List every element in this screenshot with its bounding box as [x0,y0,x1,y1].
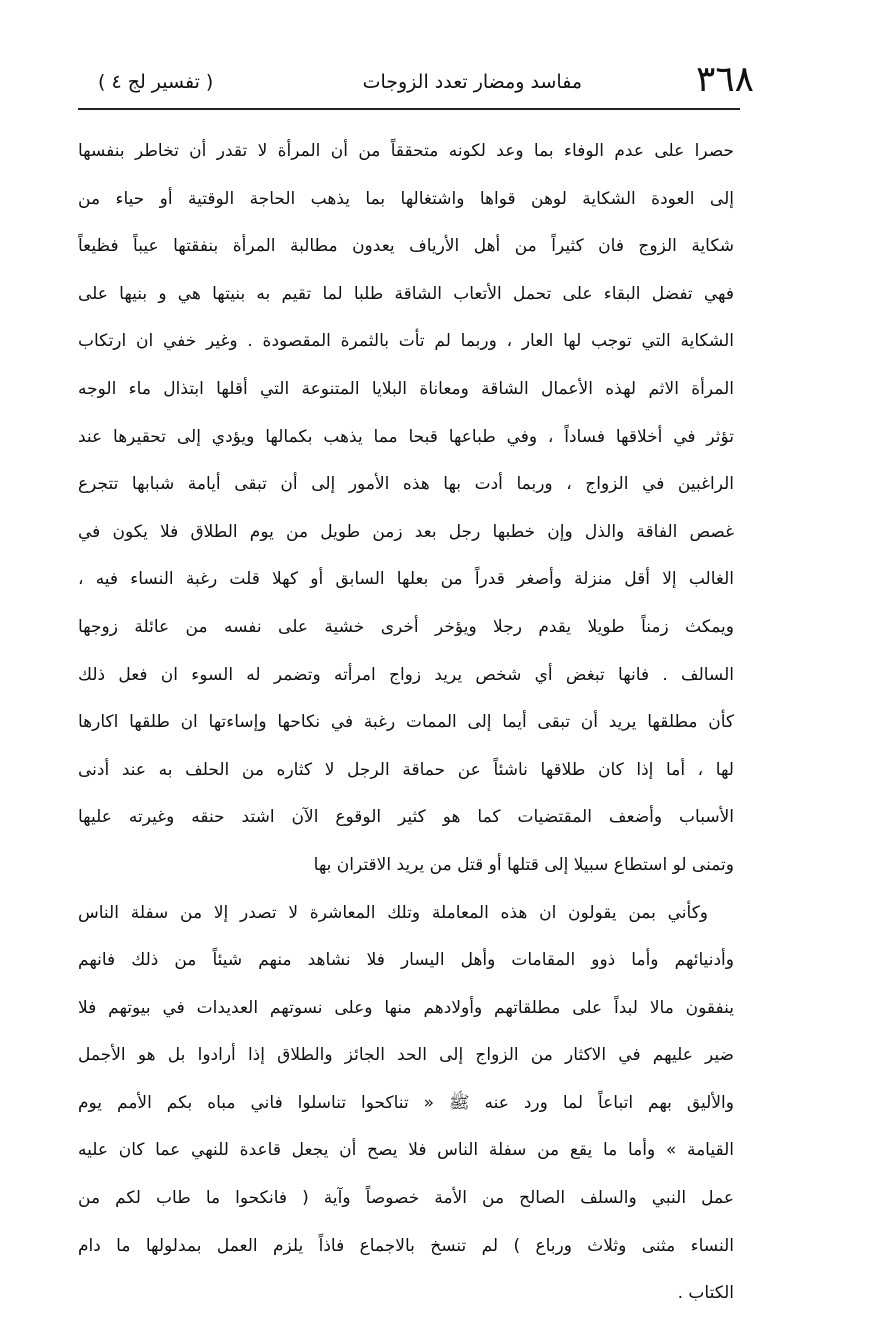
page-header [78,58,754,104]
text-line: شكاية الزوج فان كثيراً من أهل الأرياف يعدون مطالبة المرأة بنفقتها عيباً فظيعاً [78,236,734,257]
text-line: المرأة الاثم لهذه الأعمال الشاقة ومعاناة البلايا المتنوعة التي أقلها ابتذال ماء الوجه [78,378,734,399]
text-line: وكأني بمن يقولون ان هذه المعاملة وتلك المعاشرة لا تصدر إلا من سفلة الناس [78,902,708,923]
text-line: الغالب إلا أقل منزلة وأصغر قدراً من بعلها السابق أو كهلا قلت رغبة النساء فيه ، [78,569,734,590]
text-line: غصص الفاقة والذل وإن خطبها رجل بعد زمن طويل من يوم الطلاق فلا يكون في [78,521,734,542]
text-line: لها ، أما إذا كان طلاقها ناشئاً عن حماقة الرجل لا كثاره من الحلف به عند أدنى [78,759,734,780]
header-divider [78,108,740,110]
book-reference: ( تفسير لج ٤ ) [98,71,214,93]
text-line: ويمكث زمناً طويلا يقدم رجلا ويؤخر أخرى خشية على نفسه من عائلة زوجها [78,616,734,637]
text-line: حصرا على عدم الوفاء بما وعد لكونه متحققاً من أن المرأة لا تقدر أن تخاطر بنفسها [78,141,734,161]
text-line: والأليق بهم اتباعاً لما ورد عنه ﷺ « تناكحوا تناسلوا فاني مباه بكم الأمم يوم [78,1092,734,1113]
text-line: النساء مثنى وثلاث ورباع ) لم تنسخ بالاجماع فاذاً يلزم العمل بمدلولها ما دام [78,1235,734,1256]
text-line: ينفقون مالا لبداً على مطلقاتهم وأولادهم منها وعلى نسوتهم العديدات في بيوتهم فلا [78,997,734,1018]
text-line: الراغبين في الزواج ، وربما أدت بها هذه الأمور إلى أن تبقى أيامة شبابها تتجرع [78,474,734,495]
text-line: عمل النبي والسلف الصالح من الأمة خصوصاً وآية ( فانكحوا ما طاب لكم من [78,1188,734,1209]
body-text [78,128,734,1318]
page-number: ٣٦٨ [695,59,754,100]
text-line: القيامة » وأما ما يقع من سفلة الناس فلا يصح أن يجعل قاعدة للنهي عما كان عليه [78,1140,734,1161]
text-line: تؤثر في أخلاقها فساداً ، وفي طباعها قبحا مما يذهب بكمالها ويؤدي إلى تحقيرها عند [78,426,734,447]
text-line: وأدنيائهم وأما ذوو المقامات وأهل اليسار فلا نشاهد منهم شيئاً من ذلك فانهم [78,950,734,971]
running-title: مفاسد ومضار تعدد الزوجات [362,71,582,93]
text-line: الكتاب . [677,1283,734,1304]
text-line: السالف . فانها تبغض أي شخص يريد زواج امرأته وتضمر له السوء ان فعل ذلك [78,664,734,685]
text-line: ضير عليهم في الاكثار من الزواج إلى الحد الجائز والطلاق إذا أرادوا بل هو الأجمل [78,1045,734,1066]
text-line: الأسباب وأضعف المقتضيات كما هو كثير الوقوع الآن اشتد حنقه وغيرته عليها [78,807,734,828]
text-line: فهي تفضل البقاء على تحمل الأتعاب الشاقة طلبا لما تقيم به بنيتها هي و بنيها على [78,283,734,304]
text-line: إلى العودة الشكاية لوهن قواها واشتغالها بما يذهب الحاجة الوقتية أو حياء من [78,188,734,209]
text-line: الشكاية التي توجب لها العار ، وربما لم تأت بالثمرة المقصودة . وغير خفي ان ارتكاب [78,331,734,352]
text-line: كأن مطلقها يريد أن تبقى أيما إلى الممات رغبة في نكاحها وإساءتها ان طلقها اكارها [78,712,734,733]
text-line: وتمنى لو استطاع سبيلا إلى قتلها أو قتل من يريد الاقتران بها [313,854,734,875]
